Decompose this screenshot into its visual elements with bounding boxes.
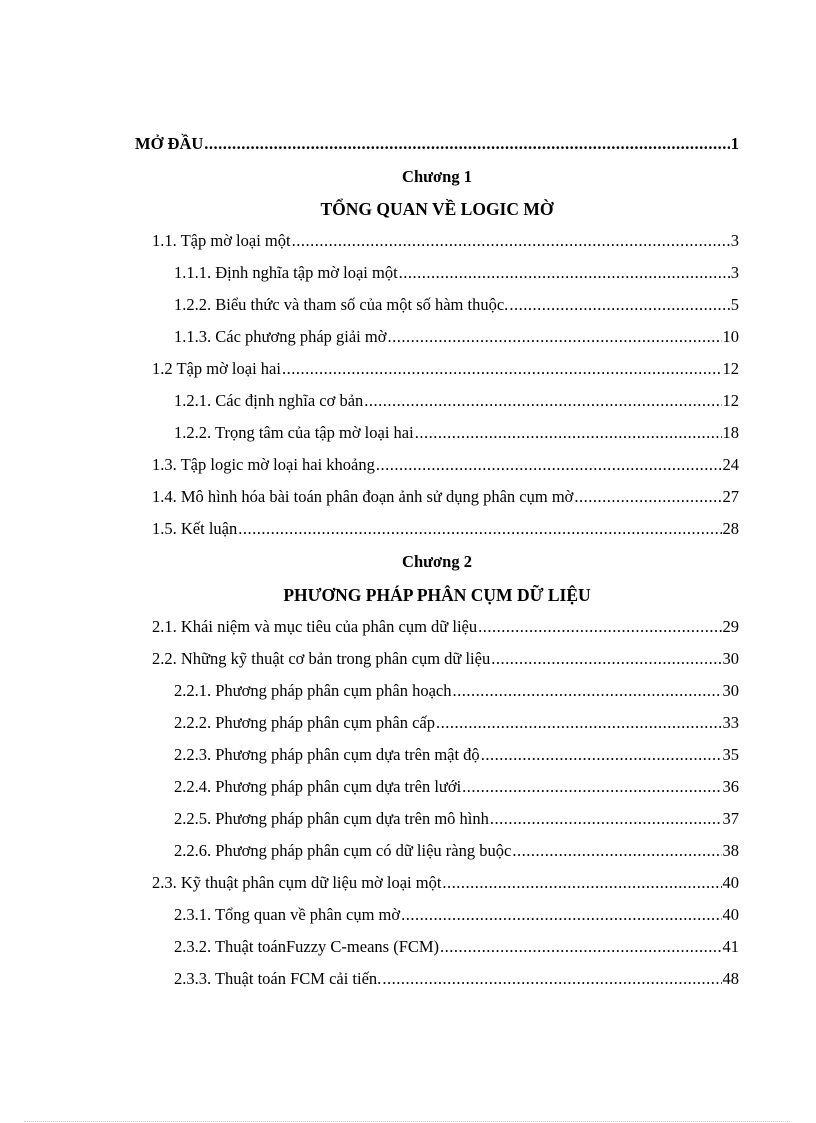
toc-entry[interactable] (174, 809, 739, 829)
toc-entry-page: 41 (722, 937, 739, 956)
toc-entry[interactable] (174, 841, 739, 861)
toc-entry-title: 2.2.6. Phương pháp phân cụm có dữ liệu ràng buộc (174, 841, 512, 860)
toc-entry[interactable] (174, 905, 739, 925)
toc-entry[interactable] (174, 263, 739, 283)
toc-entry-title: 1.2.2. Trọng tâm của tập mờ loại hai (174, 423, 414, 442)
toc-entry-title: 1.5. Kết luận (152, 519, 238, 538)
toc-entry-page: 36 (722, 777, 739, 796)
toc-entry[interactable] (152, 359, 739, 379)
toc-entry-page: 12 (722, 359, 739, 378)
toc-entry[interactable] (152, 873, 739, 893)
dot-leader (574, 487, 721, 507)
chapter-2-label: Chương 2 (402, 552, 472, 571)
dot-leader (442, 873, 721, 893)
toc-entry-title: 1.3. Tập logic mờ loại hai khoảng (152, 455, 375, 474)
chapter-1-title: TỔNG QUAN VỀ LOGIC MỜ (320, 199, 554, 219)
toc-entry-page: 40 (722, 873, 739, 892)
dot-leader (415, 423, 722, 443)
dot-leader (490, 809, 722, 829)
dot-leader (512, 841, 721, 861)
toc-entry[interactable] (174, 295, 739, 315)
toc-entry-title: 2.2.5. Phương pháp phân cụm dựa trên mô hình (174, 809, 489, 828)
dot-leader (462, 777, 721, 797)
toc-entry-page: 29 (722, 617, 739, 636)
dot-leader (399, 263, 730, 283)
toc-entry[interactable] (174, 937, 739, 957)
toc-entry-title: 1.2.2. Biểu thức và tham số của một số hàm thuộc. (174, 295, 509, 314)
toc-entry-page: 30 (722, 681, 739, 700)
dot-leader (238, 519, 721, 539)
dot-leader (453, 681, 722, 701)
toc-entry-page: 30 (722, 649, 739, 668)
toc-entry[interactable] (174, 423, 739, 443)
toc-entry-title: 1.2 Tập mờ loại hai (152, 359, 281, 378)
chapter-1-label: Chương 1 (402, 167, 472, 186)
chapter-2-title: PHƯƠNG PHÁP PHÂN CỤM DỮ LIỆU (283, 585, 591, 605)
toc-entry-page: 33 (722, 713, 739, 732)
toc-entry-title: MỞ ĐẦU (135, 134, 204, 153)
dot-leader (204, 134, 729, 154)
toc-entry-page: 35 (722, 745, 739, 764)
toc-entry[interactable] (174, 391, 739, 411)
toc-entry[interactable] (152, 617, 739, 637)
dot-leader (282, 359, 722, 379)
toc-entry[interactable] (152, 519, 739, 539)
dot-leader (376, 455, 722, 475)
dot-leader (387, 327, 721, 347)
toc-entry-title: 2.3.3. Thuật toán FCM cải tiến. (174, 969, 382, 988)
dot-leader (481, 745, 722, 765)
toc-entry[interactable] (152, 231, 739, 251)
toc-entry-page: 24 (722, 455, 739, 474)
dot-leader (491, 649, 721, 669)
toc-entry-title: 1.2.1. Các định nghĩa cơ bản (174, 391, 364, 410)
toc-entry-page: 38 (722, 841, 739, 860)
toc-entry-page: 27 (722, 487, 739, 506)
toc-entry-page: 48 (722, 969, 739, 988)
toc-entry-title: 1.1.1. Định nghĩa tập mờ loại một (174, 263, 398, 282)
dot-leader (440, 937, 721, 957)
toc-entry-title: 2.3.1. Tổng quan về phân cụm mờ (174, 905, 401, 924)
toc-entry-page: 40 (722, 905, 739, 924)
toc-entry-page: 3 (730, 263, 739, 282)
toc-entry-title: 1.4. Mô hình hóa bài toán phân đoạn ảnh sử dụng phân cụm mờ (152, 487, 574, 506)
toc-entry-title: 2.2.1. Phương pháp phân cụm phân hoạch (174, 681, 452, 700)
toc-entry-page: 1 (730, 134, 739, 153)
dot-leader (401, 905, 721, 925)
toc-entry-page: 18 (722, 423, 739, 442)
toc-entry[interactable] (174, 777, 739, 797)
toc-entry[interactable] (152, 649, 739, 669)
toc-entry[interactable] (174, 745, 739, 765)
dot-leader (436, 713, 722, 733)
toc-entry[interactable] (174, 713, 739, 733)
dot-leader (509, 295, 729, 315)
toc-entry-page: 10 (722, 327, 739, 346)
toc-entry[interactable] (174, 969, 739, 989)
toc-entry-title: 2.2.4. Phương pháp phân cụm dựa trên lưới (174, 777, 462, 796)
dot-leader (364, 391, 721, 411)
toc-entry-title: 1.1.3. Các phương pháp giải mờ (174, 327, 387, 346)
toc-entry-page: 3 (730, 231, 739, 250)
toc-entry-page: 37 (722, 809, 739, 828)
toc-entry-intro[interactable] (135, 134, 739, 154)
dot-leader (292, 231, 730, 251)
toc-entry-title: 2.3. Kỹ thuật phân cụm dữ liệu mờ loại một (152, 873, 442, 892)
toc-entry[interactable] (174, 327, 739, 347)
toc-entry-page: 28 (722, 519, 739, 538)
toc-entry-title: 2.2.3. Phương pháp phân cụm dựa trên mật độ (174, 745, 480, 764)
dot-leader (478, 617, 721, 637)
toc-entry-page: 12 (722, 391, 739, 410)
page-bottom-rule (24, 1121, 790, 1122)
toc-entry-title: 2.1. Khái niệm và mục tiêu của phân cụm dữ liệu (152, 617, 478, 636)
toc-entry-title: 1.1. Tập mờ loại một (152, 231, 291, 250)
toc-entry-page: 5 (730, 295, 739, 314)
dot-leader (382, 969, 721, 989)
toc-entry-title: 2.2.2. Phương pháp phân cụm phân cấp (174, 713, 435, 732)
toc-entry-title: 2.3.2. Thuật toánFuzzy C-means (FCM) (174, 937, 440, 956)
toc-entry[interactable] (152, 455, 739, 475)
toc-entry-title: 2.2. Những kỹ thuật cơ bản trong phân cụm dữ liệu (152, 649, 491, 668)
toc-entry[interactable] (174, 681, 739, 701)
toc-entry[interactable] (152, 487, 739, 507)
